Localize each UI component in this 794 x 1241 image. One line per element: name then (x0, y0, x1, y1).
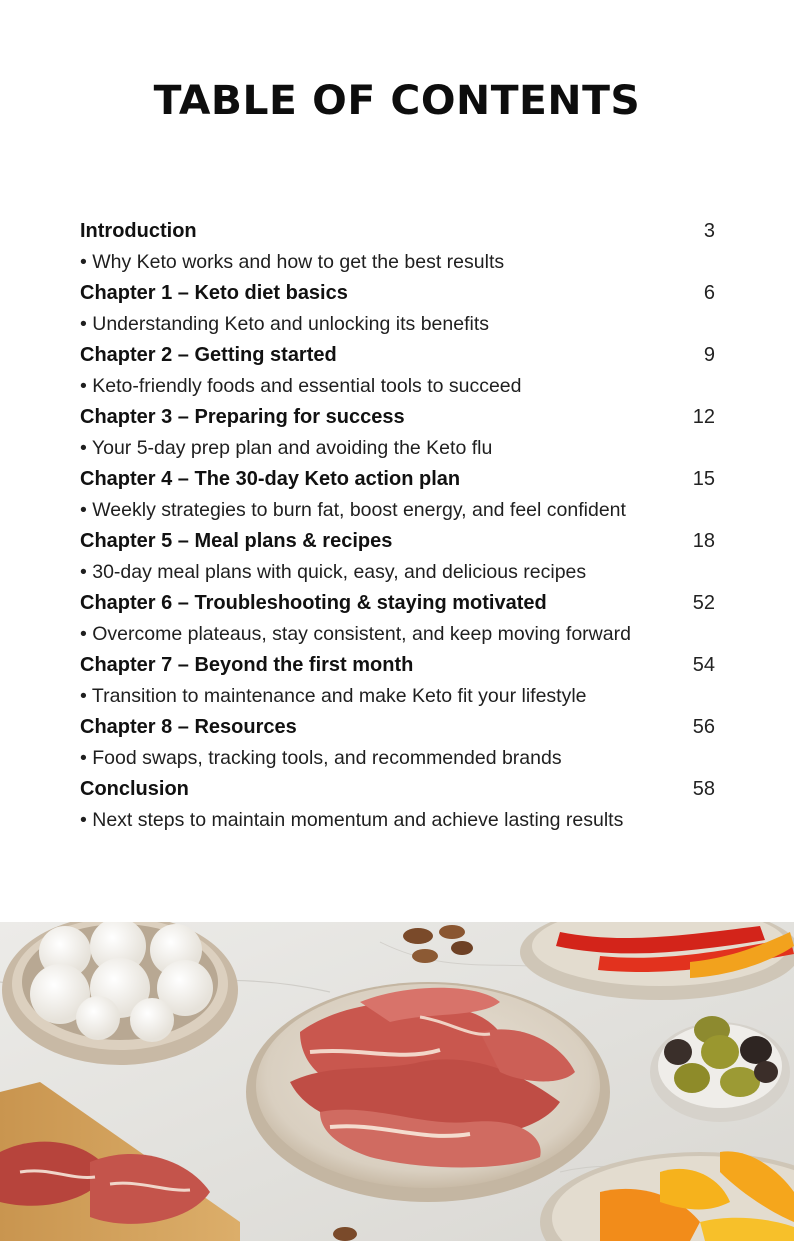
toc-heading: Chapter 8 – Resources (80, 716, 297, 738)
toc-page-number: 6 (703, 282, 715, 304)
toc-heading: Chapter 2 – Getting started (80, 344, 337, 366)
toc-heading: Chapter 5 – Meal plans & recipes (80, 530, 393, 552)
mozzarella-bowl (2, 922, 238, 1065)
toc-page-number: 58 (692, 778, 715, 800)
table-of-contents (80, 216, 715, 836)
toc-entry-chapter-1[interactable] (80, 278, 715, 309)
toc-entry-chapter-2[interactable] (80, 340, 715, 371)
toc-heading: Chapter 3 – Preparing for success (80, 406, 405, 428)
toc-heading: Chapter 1 – Keto diet basics (80, 282, 348, 304)
toc-page-number: 3 (703, 220, 715, 242)
toc-entry-chapter-5[interactable] (80, 526, 715, 557)
toc-page-number: 52 (692, 592, 715, 614)
toc-page-number: 15 (692, 468, 715, 490)
toc-entry-chapter-8[interactable] (80, 712, 715, 743)
toc-heading: Conclusion (80, 778, 189, 800)
prosciutto-plate (246, 982, 610, 1202)
toc-entry-chapter-4[interactable] (80, 464, 715, 495)
toc-description: • Understanding Keto and unlocking its benefits (80, 313, 490, 335)
toc-page-number: 12 (692, 406, 715, 428)
toc-description: • Keto-friendly foods and essential tools to succeed (80, 375, 522, 397)
toc-page-number: 56 (692, 716, 715, 738)
toc-description: • Why Keto works and how to get the best results (80, 251, 505, 273)
toc-page-number: 18 (692, 530, 715, 552)
toc-description: • Food swaps, tracking tools, and recommended brands (80, 747, 562, 769)
toc-entry-chapter-7[interactable] (80, 650, 715, 681)
toc-heading: Chapter 6 – Troubleshooting & staying motivated (80, 592, 547, 614)
toc-entry-chapter-3[interactable] (80, 402, 715, 433)
toc-page-number: 9 (703, 344, 715, 366)
toc-heading: Introduction (80, 220, 197, 242)
toc-description: • Transition to maintenance and make Keto fit your lifestyle (80, 685, 587, 707)
food-photo (0, 922, 794, 1241)
toc-description: • Weekly strategies to burn fat, boost energy, and feel confident (80, 499, 626, 521)
toc-description: • Overcome plateaus, stay consistent, and keep moving forward (80, 623, 631, 645)
toc-page-number: 54 (692, 654, 715, 676)
page-title: TABLE OF CONTENTS (153, 78, 641, 124)
toc-heading: Chapter 4 – The 30-day Keto action plan (80, 468, 461, 490)
toc-description: • 30-day meal plans with quick, easy, and delicious recipes (80, 561, 587, 583)
toc-description: • Your 5-day prep plan and avoiding the Keto flu (80, 437, 493, 459)
toc-heading: Chapter 7 – Beyond the first month (80, 654, 414, 676)
toc-entry-introduction[interactable] (80, 216, 715, 247)
toc-entry-chapter-6[interactable] (80, 588, 715, 619)
toc-description: • Next steps to maintain momentum and achieve lasting results (80, 809, 624, 831)
toc-entry-conclusion[interactable] (80, 774, 715, 805)
